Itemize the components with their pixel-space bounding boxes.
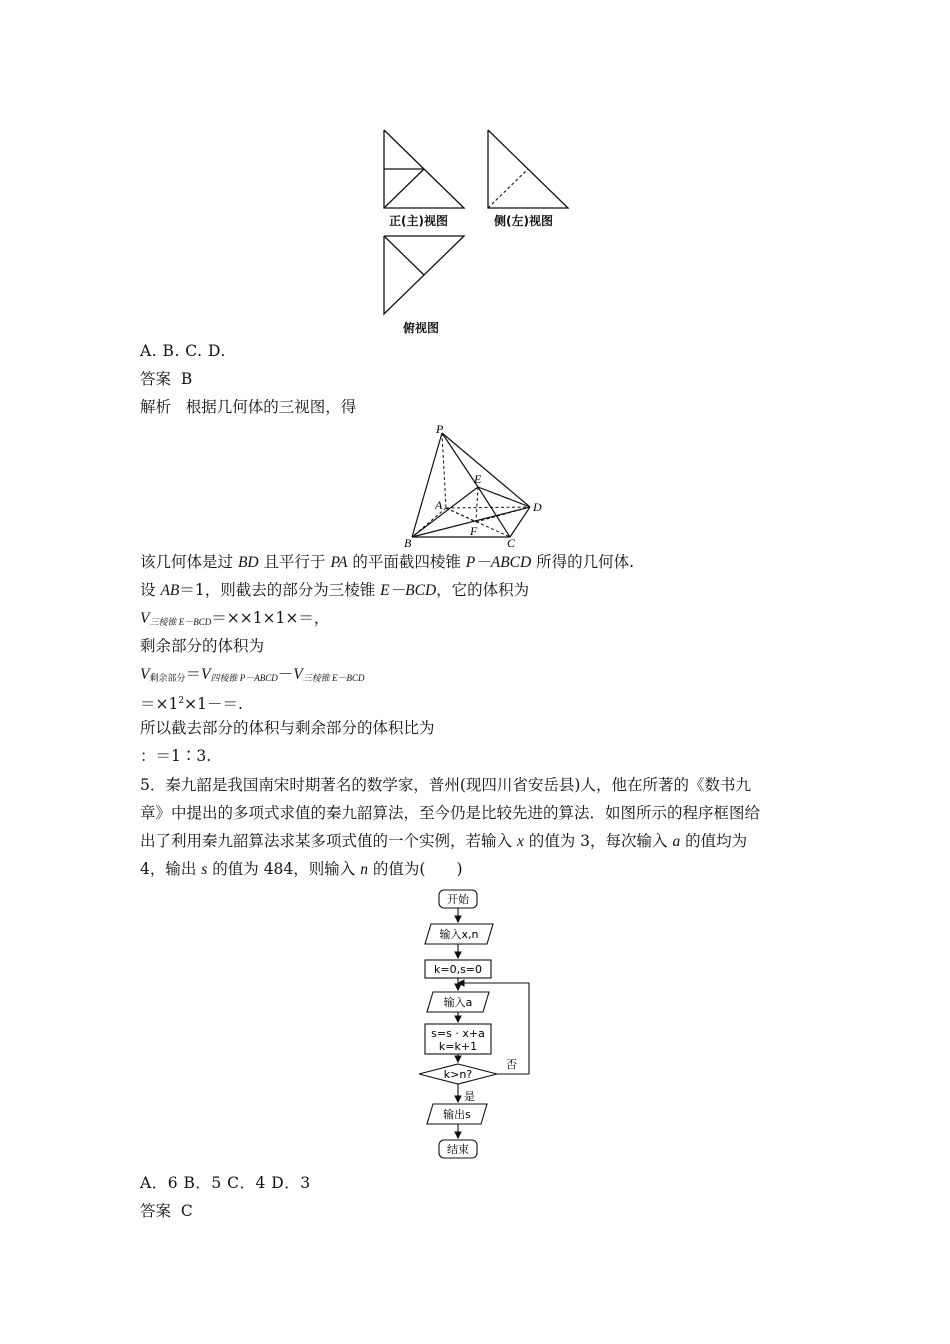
q4-line1 [140, 551, 634, 574]
text-fragment: 出了利用秦九韶算法求某多项式值的一个实例，若输入 [140, 832, 517, 850]
text-fragment: 的值为 3，每次输入 [523, 832, 673, 850]
point-c: C [507, 536, 516, 550]
volume-subscript: 剩余部分 [149, 674, 186, 684]
q5-options: A．6 B．5 C．4 D．3 [140, 1174, 311, 1192]
text-fragment: 的值为( ) [367, 860, 463, 878]
text-fragment: － [277, 665, 294, 683]
var-s: s [201, 861, 208, 878]
text-fragment: 的值均为 [680, 832, 748, 850]
text-fragment: 设 [140, 581, 161, 599]
flow-output-text: 输出s [443, 1108, 471, 1121]
q4-answer-value: B [180, 370, 193, 388]
q5-answer [140, 1200, 193, 1222]
side-view-figure [484, 128, 574, 214]
volume-symbol: V [140, 610, 150, 627]
text-fragment: ＝×1 [140, 695, 179, 713]
q5-line2: 章》中提出的多项式求值的秦九韶算法，至今仍是比较先进的算法．如图所示的程序框图给 [140, 804, 761, 822]
flow-input-xn-text: 输入x,n [439, 928, 479, 941]
exponent: 2 [178, 696, 185, 706]
flow-init-text: k=0,s=0 [433, 963, 483, 976]
volume-subscript: 三棱锥 E－BCD [302, 673, 365, 683]
front-view-figure [380, 128, 470, 214]
var-n: n [360, 861, 368, 878]
volume-symbol: V [140, 666, 150, 683]
q4-line4: 剩余部分的体积为 [140, 637, 265, 655]
q5-answer-label: 答案 [140, 1202, 172, 1220]
q4-analysis-text: 根据几何体的三视图，得 [185, 398, 357, 416]
volume-subscript: 三棱锥 E－BCD [149, 617, 212, 627]
flow-update1-text: s=s · x+a [431, 1027, 485, 1040]
q5-line3 [140, 830, 747, 853]
text-fragment: 该几何体是过 [140, 553, 238, 571]
text-fragment: ，它的体积为 [436, 581, 530, 599]
side-view-label: 侧(左)视图 [494, 214, 553, 228]
q4-line7: 所以截去部分的体积与剩余部分的体积比为 [140, 719, 435, 737]
point-e: E [474, 472, 482, 486]
q4-analysis-label: 解析 [140, 398, 172, 416]
var-x: x [516, 833, 524, 850]
q5-line1: 5．秦九韶是我国南宋时期著名的数学家，普州(现四川省安岳县)人，他在所著的《数书九 [140, 776, 751, 794]
q5-line4 [140, 858, 463, 881]
text-fragment: ×1－＝. [184, 695, 243, 713]
top-view-label: 俯视图 [403, 321, 440, 335]
text-fragment: 且平行于 [258, 553, 331, 571]
q4-line8: ：＝1∶3. [140, 747, 212, 765]
q4-options: A. B. C. D. [140, 342, 226, 360]
pyramid-pabcd: P－ABCD [465, 554, 532, 571]
text-fragment: ＝ [185, 665, 201, 683]
point-a: A [435, 498, 443, 512]
segment-ab: AB [160, 582, 180, 599]
q4-analysis [140, 396, 356, 418]
var-a: a [672, 833, 681, 850]
q4-answer-label: 答案 [140, 370, 172, 388]
volume-symbol: V [293, 666, 303, 683]
q4-line2 [140, 579, 529, 602]
flow-end-text: 结束 [447, 1143, 469, 1156]
flow-yes-label: 是 [464, 1090, 475, 1103]
point-f: F [470, 524, 478, 538]
text-fragment: 的平面截四棱锥 [347, 553, 466, 571]
text-fragment: 的值为 484，则输入 [207, 860, 361, 878]
q4-answer [140, 368, 192, 390]
flow-start-text: 开始 [447, 893, 469, 906]
segment-pa: PA [330, 554, 348, 571]
top-view-figure [380, 234, 470, 320]
flow-no-label: 否 [506, 1058, 517, 1071]
text-fragment: 4，输出 [140, 860, 202, 878]
front-view-label: 正(主)视图 [389, 214, 448, 228]
segment-bd: BD [237, 554, 259, 571]
point-p: P [436, 422, 444, 436]
flow-update2-text: k=k+1 [438, 1040, 478, 1053]
flowchart [405, 888, 545, 1168]
text-fragment: ＝××1×1×＝， [211, 609, 330, 627]
point-d: D [533, 500, 542, 514]
point-b: B [404, 536, 412, 550]
text-fragment: 所得的几何体. [531, 553, 635, 571]
volume-symbol: V [201, 666, 211, 683]
pyramid-figure [400, 422, 560, 550]
flow-condition-text: k>n? [443, 1068, 473, 1081]
q4-line3 [140, 607, 329, 633]
flow-input-a-text: 输入a [443, 996, 473, 1009]
q4-line5 [140, 663, 364, 690]
pyramid-ebcd: E－BCD [380, 582, 437, 599]
text-fragment: ＝1，则截去的部分为三棱锥 [179, 581, 381, 599]
q5-answer-value: C [180, 1202, 193, 1220]
volume-subscript: 四棱锥 P－ABCD [210, 673, 278, 683]
q4-line6 [140, 690, 243, 715]
